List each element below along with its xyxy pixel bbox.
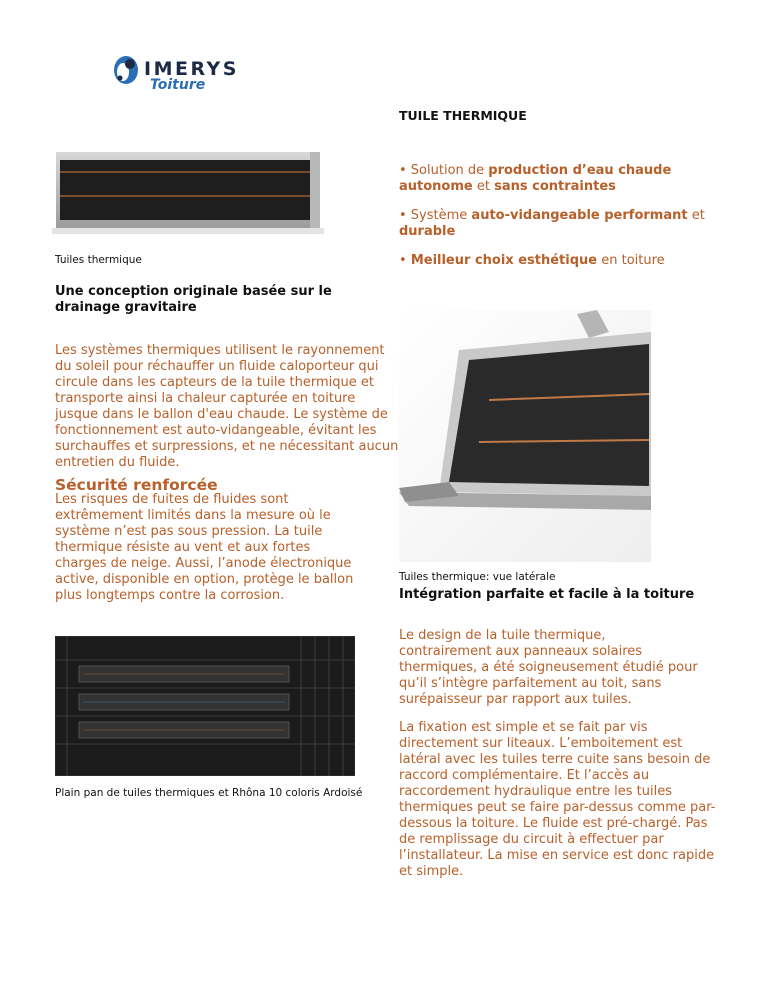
bullet-2 (399, 208, 719, 240)
bullet-1 (399, 163, 699, 195)
caption-image-3: Plain pan de tuiles thermiques et Rhôna 10 coloris Ardoisé (55, 787, 363, 799)
bullet-1-mid: et (472, 179, 495, 194)
bullet-2-bold1: auto-vidangeable performant (471, 208, 688, 223)
caption-image-1: Tuiles thermique (55, 254, 142, 266)
bullet-1-prefix: • Solution de (399, 163, 489, 178)
bullet-1-bold2: sans contraintes (494, 179, 616, 194)
heading-integration: Intégration parfaite et facile à la toiture (399, 587, 695, 602)
logo-sub: Toiture (150, 77, 206, 93)
bullet-3-prefix: • (399, 253, 411, 268)
text-securite: Les risques de fuites de fluides sont extrêmement limités dans la mesure où le système n’est pas sous pression. La tuile thermique résiste au vent et aux fortes charges de neige. Aussi, l’anode électronique active, disponible en option, protège le ballon plus longtemps contre la corrosion. (55, 492, 354, 603)
bullet-2-bold2: durable (399, 224, 456, 239)
bullet-2-mid: et (687, 208, 705, 223)
imerys-logo-mark-icon (112, 52, 142, 88)
page-title: TUILE THERMIQUE (399, 108, 527, 123)
text-integration-2: La fixation est simple et se fait par vis directement sur liteaux. L’emboitement est latéral avec les tuiles terre cuite sans besoin de raccord complémentaire. Et l’accès au raccordement hydraulique entre les tuiles thermiques peut se faire par-dessus comme par-dessous la toiture. Le fluide est pré-chargé. Pas de remplissage du circuit à effectuer par l’installateur. La mise en service est donc rapide et simple. (399, 720, 716, 879)
image-plain-pan (55, 636, 355, 776)
text-integration-1: Le design de la tuile thermique, contrairement aux panneaux solaires thermiques, a été soigneusement étudié pour qu’il s’intègre parfaitement au toit, sans surépaisseur par rapport aux tuiles. (399, 628, 698, 707)
caption-image-2: Tuiles thermique: vue latérale (399, 571, 556, 583)
bullet-3 (399, 253, 719, 269)
image-tuile-thermique (52, 148, 324, 238)
bullet-1-bold1: production d’eau chaude autonome (399, 163, 672, 194)
bullet-3-bold1: Meilleur choix esthétique (410, 253, 598, 268)
heading-conception: Une conception originale basée sur le drainage gravitaire (55, 284, 332, 315)
heading-securite: Sécurité renforcée (55, 476, 218, 494)
bullet-3-mid: en toiture (597, 253, 665, 268)
image-vue-laterale (399, 310, 651, 562)
imerys-logo (112, 52, 242, 96)
bullet-2-prefix: • Système (399, 208, 472, 223)
logo-brand: IMERYS (144, 58, 239, 80)
text-conception: Les systèmes thermiques utilisent le rayonnement du soleil pour réchauffer un fluide caloporteur qui circule dans les capteurs de la tuile thermique et transporte ainsi la chaleur capturée en toiture jusque dans le ballon d'eau chaude. Le système de fonctionnement est auto-vidangeable, évitant les surchauffes et surpressions, et ne nécessitant aucun entretien du fluide. (55, 343, 399, 470)
